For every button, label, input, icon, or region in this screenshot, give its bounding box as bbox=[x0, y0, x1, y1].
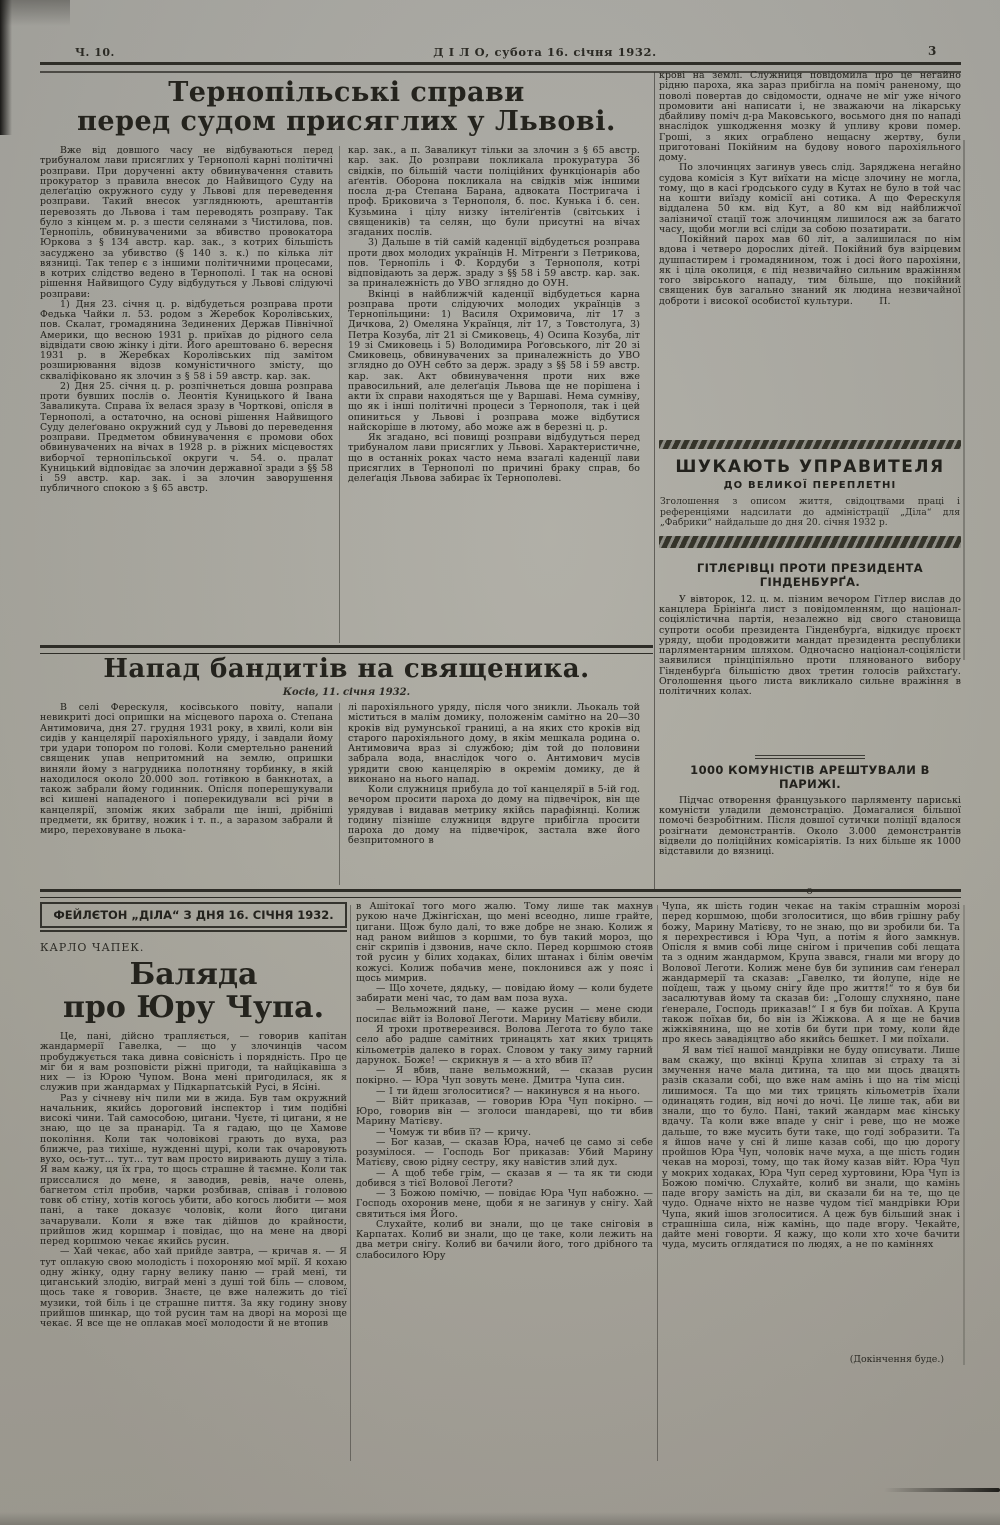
to-be-continued-note: (Докінчення буде.) bbox=[849, 1354, 944, 1365]
paragraph: Раз у січневу ніч пили ми в жида. Був там окружний начальник, якийсь дороговий інспектор і тим подібні високі чини. Тай самособою, цигани. Чуєте, ті цигани, я не знаю, що це за пранарід. Та я гадаю, що це Хамове покоління. Коли так чоловікові грають до вуха, раз ближче, раз тихіше, нужденні щурі, коли так очаровують вухо, ось-тут... тут... тут вам просто виривають душу з тіла. Я вам кажу, ця їх гра, то щось страшне й таємне. Коли так приссалися до мене, я заводив, ревів, наче олень, багнетом стіл пробив, чарки розбивав, співав і головою товк об стіну, хотів когось убити, або когось любити — моя пані, а таке доказує чоловік, коли його цигани зачарували. Коли я вже так дійшов до крайности, прийшов жид коршмар і повідає, що на мене на дворі перед коршмою чекає якийсь русин. bbox=[40, 1092, 347, 1247]
text-column bbox=[659, 71, 961, 435]
scan-artifact-bottom-edge bbox=[0, 1512, 1000, 1525]
scan-artifact-bottom-right bbox=[884, 1488, 1000, 1492]
text-column bbox=[40, 1032, 347, 1464]
paragraph: Покійний парох мав 60 літ, а залишилася по нім вдова і четверо дорослих дітей. Покійний був взірцевим душпастирем і громадянином, тож і досі його парохіяни, як і ціла околиця, є під незвичайно сильним вражінням того звірського нападу, тим більше, що покійний священик був загально знаний як людина незвичайної доброти і високої особистої культури. П. bbox=[659, 234, 961, 307]
feuilleton-box-header: ФЕЙЛЄТОН „ДІЛА“ З ДНЯ 16. СІЧНЯ 1932. bbox=[40, 902, 347, 928]
feuilleton-headline bbox=[40, 958, 347, 1024]
paragraph: По злочинцях загинув увесь слід. Заряджена негайно судова комісія з Кут виїхати на місце злочину не могла, тому, що в касі ґродського суду в Кутах не було в той час на кошти виїзду комісії ані сотика. А що Ферескуля віддалена 50 км. від Кут, а 80 км від найближчої залізничої стації тож злочинцям лишилося аж за багато часу, щоби могли всі сліди за собою позатирати. bbox=[659, 162, 961, 235]
headline-line: перед судом присяглих у Львові. bbox=[77, 106, 616, 137]
paragraph: Чупа, як шість годин чекає на такім страшнім морозі перед коршмою, щоби зголоситися, що вбив грішну рабу божу, Марину Матієву, то не знаю, що ви зробили би. Та я перехрестився і Юра Чуп, а потім я його замкнув. Опісля я вмив собі лице снігом і причепив собі лещата та з одним жандармом, Крупа звався, гнали ми вгору до Волової Леготи. Колиж мене був би зупинив сам ґенерал жандармерії та сказав: „Гавелко, ти йолупе, ніде не поїдеш, таж у цьому снігу йде про життя!“ то я був би засалютував йому та сказав би: „Голошу слухняно, пане ґенерале, Господь приказав!“ І я був би поїхав. А Крупа також поїхав би, бо він із Жіжкова. А я ще не бачив жіжківянина, що не хотів би бути при тому, коли йде про якесь завадіяцтво або якийсь бешкет. І ми поїхали. bbox=[662, 902, 960, 1046]
article-paris-communists bbox=[659, 763, 961, 897]
paragraph: Підчас отворення французького парляменту париські комуністи уладили демонстрацію. Домагалися більшої помочі безробітним. Після довшої сутички поліції вдалося розігнати демонстрантів. Около 3.000 демонстрантів відвели до поліційних комісаріятів. Із них більше як 1000 відставили до вязниці. bbox=[659, 795, 961, 858]
end-mark: ———о——— bbox=[770, 883, 850, 897]
paragraph: — Що хочете, дядьку, — повідаю йому — коли будете забирати мені час, то дам вам поза вуха. bbox=[356, 983, 653, 1005]
paragraph: — Війт приказав, — говорив Юра Чуп покірно. — Юро, говорив він — зголоси шандареві, що ти вбив Марину Матієву. bbox=[356, 1095, 653, 1128]
text-column bbox=[340, 146, 646, 643]
article-hitler-hindenburg bbox=[659, 561, 961, 747]
paragraph: Вже від довшого часу не відбуваються перед трибуналом лави присяглих у Тернополі карні політичні розправи. При дорученні акту обвинувачення ставить прокуратор з правила внесок до Найвищого Суду на делеґацію окружного суду у Львові для переведення розправи. Такий внесок узгляднюють, арештантів перевозять до Львова і там переводять розправу. Так було з кінцем м. р. з шести селянами з Чистилова, пов. Тернопіль, обвинуваченими за вбивство провокатора Юркова з § 134 австр. кар. зак., з котрих більшість засуджено за убивство (§ 140 з. к.) по кілька літ вязниці. Так тепер є з іншими політичними процесами, в котрих слідство ведено в Тернополі. І так на основі рішення Найвищого Суду відбудуться у Львові слідуючі розправи: bbox=[40, 146, 333, 300]
article-columns bbox=[40, 703, 653, 885]
feuilleton-column-3 bbox=[662, 902, 960, 1365]
text-column bbox=[340, 703, 646, 885]
page-edge-rule bbox=[963, 905, 965, 1365]
article-headline: 1000 КОМУНІСТІВ АРЕШТУВАЛИ В ПАРИЖІ. bbox=[690, 762, 930, 791]
article-body bbox=[659, 796, 961, 880]
article-headline bbox=[40, 78, 653, 136]
paragraph: 2) Дня 25. січня ц. р. розпічнеться довша розправа проти бувших послів о. Леонтія Куницького й Івана Заваликута. Справа їх велася зразу в Чорткові, опісля в Тернополі, а остаточно, на основі рішення Найвищого Суду делеґовано окружний суд у Львові до переведення розправи. Предметом обвинувачення є промови обох обвинувачених на вічах в 1928 р. в ріжних місцевостях виборчої тернопільської округи ч. 54. о. пралат Куницький відповідає за злочин державної зради з §§ 58 і 59 австр. кар. зак. і за злочин заворушення публичного спокою з § 65 австр. bbox=[40, 380, 333, 495]
text-column bbox=[40, 146, 340, 643]
article-divider bbox=[755, 755, 865, 759]
paragraph: крові на землі. Служниця повідомила про це негайно рідню пароха, яка зараз прибігла на поміч раненому, що поволі повертав до свідомости, одначе не міг уже нічого промовити ані написати і, не зважаючи на лікарську дбайливу поміч д-ра Маковського, восьмого дня по нападі внаслідок ушкодження мозку й упливу крови помер. Гроші, з яких ограблено нещасну жертву, були приготовані Покійним на будову нового парохіяльного дому. bbox=[659, 71, 961, 163]
headline-line: Баляда bbox=[129, 957, 258, 992]
paragraph: Вкінці в найближчій каденції відбудеться карна розправа проти слідуючих молодих українців з Тернопільщини: 1) Василя Охримовича, літ 17 з Дичкова, 2) Омеляна Українця, літ 17, з Товстолуга, 3) Петра Козуба, літ 21 зі Смиковець, 4) Осипа Козуба, літ 19 зі Смиковець і 5) Володимира Роґовського, літ 20 зі Смиковець, обвинувачених за приналежність до УВО зглядно до ОУН себто за держ. зраду з §§ 58 і 59 австр. кар. зак. Акт обвинувачення проти них вже правосильний, але делеґація Львова ще не порішена і акти їх справи находяться ще у Варшаві. Нема сумніву, що як і інші політичні процеси з Тернополя, так і цей опиниться у Львові і розправа може відбутися найскоріше в лютому, або може аж в березні ц. р. bbox=[348, 288, 640, 433]
paragraph: — А щоб тебе грім, — сказав я — та як ти сюди добився з тієї Волової Леготи? bbox=[356, 1167, 653, 1189]
headline-line: про Юру Чупа. bbox=[62, 990, 325, 1025]
paragraph: Я вам тієї нашої мандрівки не буду описувати. Лише вам скажу, що вкінці Крупа хлипав зі страху та зі змучення наче мала дитина, та що ми щось двацять разів сказали собі, що вже нам амінь і що на тім місці лишимося. Та що ми тих трицять кільометрів їхали одинацять годин, від ночі до ночі. Це лише так, аби ви знали, що то було. Пані, такий жандарм має кінську вдачу. Та коли вже впаде у сніг і реве, що не може дальше, то вже мусить бути таке, що годі зобразити. Та я йшов наче у сні й лише казав собі, що цю дорогу пройшов Юра Чуп, чоловік наче муха, а ще шість годин чекав на морозі, тому, що так йому казав війт. Юра Чуп у мокрих ходаках, Юра Чуп серед хуртовини, Юра Чуп із Божою помічю. Слухайте, колиб ви знали, що камінь паде вгору замість на діл, ви сказали би на те, що це чудо. Одначе ніхто не назве чудом тієї мандрівки Юри Чупа, який ішов зголоситися. А цеж був більший знак і страшніша сила, ніж камінь, що паде вгору. Чекайте, дайте мені говорти. Я кажу, що коли хто хоче бачити чуда, мусить оглядатися по людях, а не по каміннях bbox=[662, 1044, 960, 1251]
paragraph: Я трохи протверезився. Волова Легота то було таке село або радше самітних тринацять хат яких трицять кільометрів далеко в горах. Словом у таку зиму гарний дарунок. Боже! — скрикнув я — а хто вбив її? bbox=[356, 1024, 653, 1066]
text-column bbox=[662, 902, 960, 1352]
article-ternopil-trials bbox=[40, 78, 653, 643]
scan-artifact-top-shadow bbox=[0, 0, 70, 26]
text-column bbox=[356, 902, 653, 1374]
article-headline: Напад бандитів на священика. bbox=[103, 654, 590, 684]
ad-border-top bbox=[659, 440, 961, 449]
paragraph: Коли служниця прибула до тої канцелярії в 5-ій год. вечором просити пароха до дому на підвечірок, він ще урядував і видавав метрику якійсь парафіянці. Колиж годину пізніше служниця вдруге прибігла просити пароха до дому на підвечірок, застала вже його безпритомного в bbox=[348, 784, 640, 847]
ad-body: Зголошення з описом життя, свідоцтвами праці і референціями надсилати до адміністрації „Діла“ для „Фабрики“ найдальше до дня 20. січня 1932 р. bbox=[660, 496, 960, 529]
masthead-title: Д І Л О, субота 16. січня 1932. bbox=[433, 45, 657, 59]
article-body bbox=[659, 595, 961, 747]
feuilleton-column-2 bbox=[356, 902, 653, 1374]
paragraph: Це, пані, дійсно трапляється, — говорив капітан жандармерії Гавелка, — що у злочинців часом пробуджується така дивна совісність і порядність. Про це міг би я вам розповісти ріжні пригоди, та найцікавіша з них — із Юрою Чупом. Вона мені пригодилася, як я служив при жандармах у Підкарпатській Русі, в Ясіні. bbox=[40, 1032, 347, 1094]
dateline: Косів, 11. січня 1932. bbox=[282, 687, 411, 698]
paragraph: У вівторок, 12. ц. м. пізним вечором Гітлер вислав до канцлера Брінінґа лист з повідомленням, що націонал-соціялістична партія, незалежно від свого становища супроти особи президента Гінденбурґа, відкидує проєкт уряду, щоби продовжити мандат президента республики парляментарним шляхом. Одночасно націонал-соціялісти заявилися прінціпіяльно проти плянованого вибору Гінденбурґа більшістю двох третин голосів райхстаґу. Оголошення цього листа викликало сильне вражіння в політичних колах. bbox=[659, 594, 961, 698]
paragraph: — Вельможний пане, — каже русин — мене сюди посилає війт із Волової Леготи. Марину Матієву вбили. bbox=[356, 1003, 653, 1025]
column-divider bbox=[350, 905, 351, 1461]
right-column bbox=[659, 71, 961, 897]
section-rule bbox=[40, 645, 653, 654]
article-columns bbox=[40, 146, 653, 643]
paragraph: В селі Ферескуля, косівського повіту, напали невикриті досі опришки на місцевого пароха о. Степана Антимовича, дня 27. грудня 1931 року, в хвилі, коли він сидів у канцелярії парохіяльного уряду, і завдали йому три удари топором по голові. Коли смертельно ранений священик упав непритомний на землю, опришки виняли йому з нагрудника полотняну торбинку, в якій находилося около 20.000 зол. готівкою в банкнотах, а також забрали йому годинник. Опісля поперешукували всі кишені нападеного і поперекидували всі річи в канцелярії, зпоміж яких забрали ще інші, дрібніші предмети, як бритву, ножик і т. п., а заразом забрали й миро, переховуване в льока- bbox=[40, 703, 333, 836]
paragraph: — Чомуж ти вбив її? — кричу. bbox=[376, 1126, 532, 1138]
feuilleton-column-1 bbox=[40, 902, 347, 1464]
paragraph: — З Божою помічю, — повідає Юра Чуп набожно. — Господь охоронив мене, щоби я не загинув у снігу. Хай святиться імя Його. bbox=[356, 1188, 653, 1220]
paragraph: Слухайте, колиб ви знали, що це таке сніговія в Карпатах. Колиб ви знали, що це таке, коли лежить на два метри снігу. Колиб ви бачили його, того дрібного та слабосилого Юру bbox=[356, 1218, 653, 1261]
feuilleton-box-rule bbox=[40, 930, 347, 932]
classified-ad bbox=[659, 457, 961, 529]
masthead-issue-number: Ч. 10. bbox=[75, 46, 115, 59]
ad-border-bottom bbox=[659, 536, 961, 548]
paragraph: 3) Дальше в тій самій каденції відбудеться розправа проти двох молодих українців Н. Мітренґи з Петрикова, пов. Тернопіль і Ф. Кордуби з Тернополя, котрі відповідають за держ. зраду з §§ 58 і 59 австр. кар. зак. за приналежність до УВО зглядно до ОУН. bbox=[348, 237, 640, 290]
paragraph: — І ти йдеш зголоситися? — накинувся я на нього. bbox=[376, 1085, 641, 1097]
headline-line: Тернопільські справи bbox=[168, 77, 525, 108]
ad-title: ШУКАЮТЬ УПРАВИТЕЛЯ bbox=[675, 457, 945, 477]
feuilleton-author: КАРЛО ЧАПЕК. bbox=[40, 941, 145, 954]
paragraph: — Бог казав, — сказав Юра, начеб це само зі себе розумілося. — Господь Бог приказав: Убий Марину Матієву, свою рідну сестру, яку навістив злий дух. bbox=[356, 1136, 653, 1169]
masthead-page-number: 3 bbox=[928, 44, 937, 58]
ad-subtitle: ДО ВЕЛИКОЇ ПЕРЕПЛЕТНІ bbox=[723, 480, 897, 491]
paragraph: лі парохіяльного уряду, після чого зникли. Льокаль той міститься в малім домику, положенім самітно на 20—30 кроків від румунської границі, а на яких сто кроків від старого парохіяльного дому, в якім мешкала родина о. Антимовича враз зі службою; дім той до половини забрала вода, внаслідок чого о. Антимович мусів урядити свою канцелярію в окремім домику, де й виконано на нього напад. bbox=[348, 703, 640, 785]
article-bandit-attack bbox=[40, 654, 653, 885]
paragraph: кар. зак., а п. Заваликут тільки за злочин з § 65 австр. кар. зак. До розправи покликала прокуратура 36 свідків, по більшій части поліційних функціонарів або аґентів. Оборона покликала на свідків між іншими посла д-ра Степана Барана, адвоката Постригача і проф. Бриковича з Тернополя, б. пос. Кунька і б. сен. Кузьмина і цілу низку інтеліґентів (світських і священиків) та селян, що були присутні на вічах згаданих послів. bbox=[348, 146, 640, 238]
paragraph: — Я вбив, пане вельможний, — сказав русин покірно. — Юра Чуп зовуть мене. Дмитра Чупа син. bbox=[356, 1065, 653, 1087]
text-column bbox=[40, 703, 340, 885]
column-divider bbox=[657, 905, 658, 1461]
column-divider bbox=[654, 72, 655, 889]
paragraph: 1) Дня 23. січня ц. р. відбудеться розправа проти Федька Чайки л. 53. родом з Жеребок Королівських, пов. Скалат, громадянина Зединених Держав Північної Америки, що весною 1931 р. приїхав до рідного села відвідати свою жінку і діти. Його арештовано 6. вересня 1931 р. в Жеребках Королівських під замітом розширювання відозв комуністичного змісту, що скваліфіковано як злочин з § 58 і 59 австр. кар. зак. bbox=[40, 298, 333, 382]
page-edge-rule bbox=[963, 140, 965, 660]
article-headline: ГІТЛЄРІВЦІ ПРОТИ ПРЕЗИДЕНТА ГІНДЕНБУРҐА. bbox=[696, 560, 924, 589]
paragraph: в Ашітокаї того мого жалю. Тому лише так махнув рукою наче Джінгісхан, що мені всеодно, лише грайте, цигани. Щож було далі, то вже добре не знаю. Колиж я над раном вийшов з коршми, то був такий мороз, що сніг скрипів і дзвонив, наче скло. Перед коршмою стояв той русин у білих ходаках, білих штанах і білім овечім кожусі. Колиж побачив мене, поклонився аж у пояс і щось мимрив. bbox=[356, 902, 653, 984]
paragraph: — Хай чекає, або хай прийде завтра, — кричав я. — Я тут оплакую свою молодість і похороняю мої мрії. Я кохаю одну жінку, одну гарну велику паню — грай мені, ти циганський злодію, виграй мені з душі той біль — словом, щось таке я говорив. Знаєте, це вже належить до тієї музики, той біль і це страшне пиття. За яку годину знову прийшов шинкар, що той русин там на дворі на морозі ще чекає. Я все ще не оплакав моєї молодости й не втопив bbox=[40, 1246, 347, 1329]
paragraph: Як згадано, всі повищі розправи відбудуться перед трибуналом лави присяглих у Львові. Характеристичне, що в останніх роках часто нема взагалі каденції лави присяглих в Тернополі по причині браку справ, бо делеґація Львова забирає їх Тернополеві. bbox=[348, 432, 640, 484]
